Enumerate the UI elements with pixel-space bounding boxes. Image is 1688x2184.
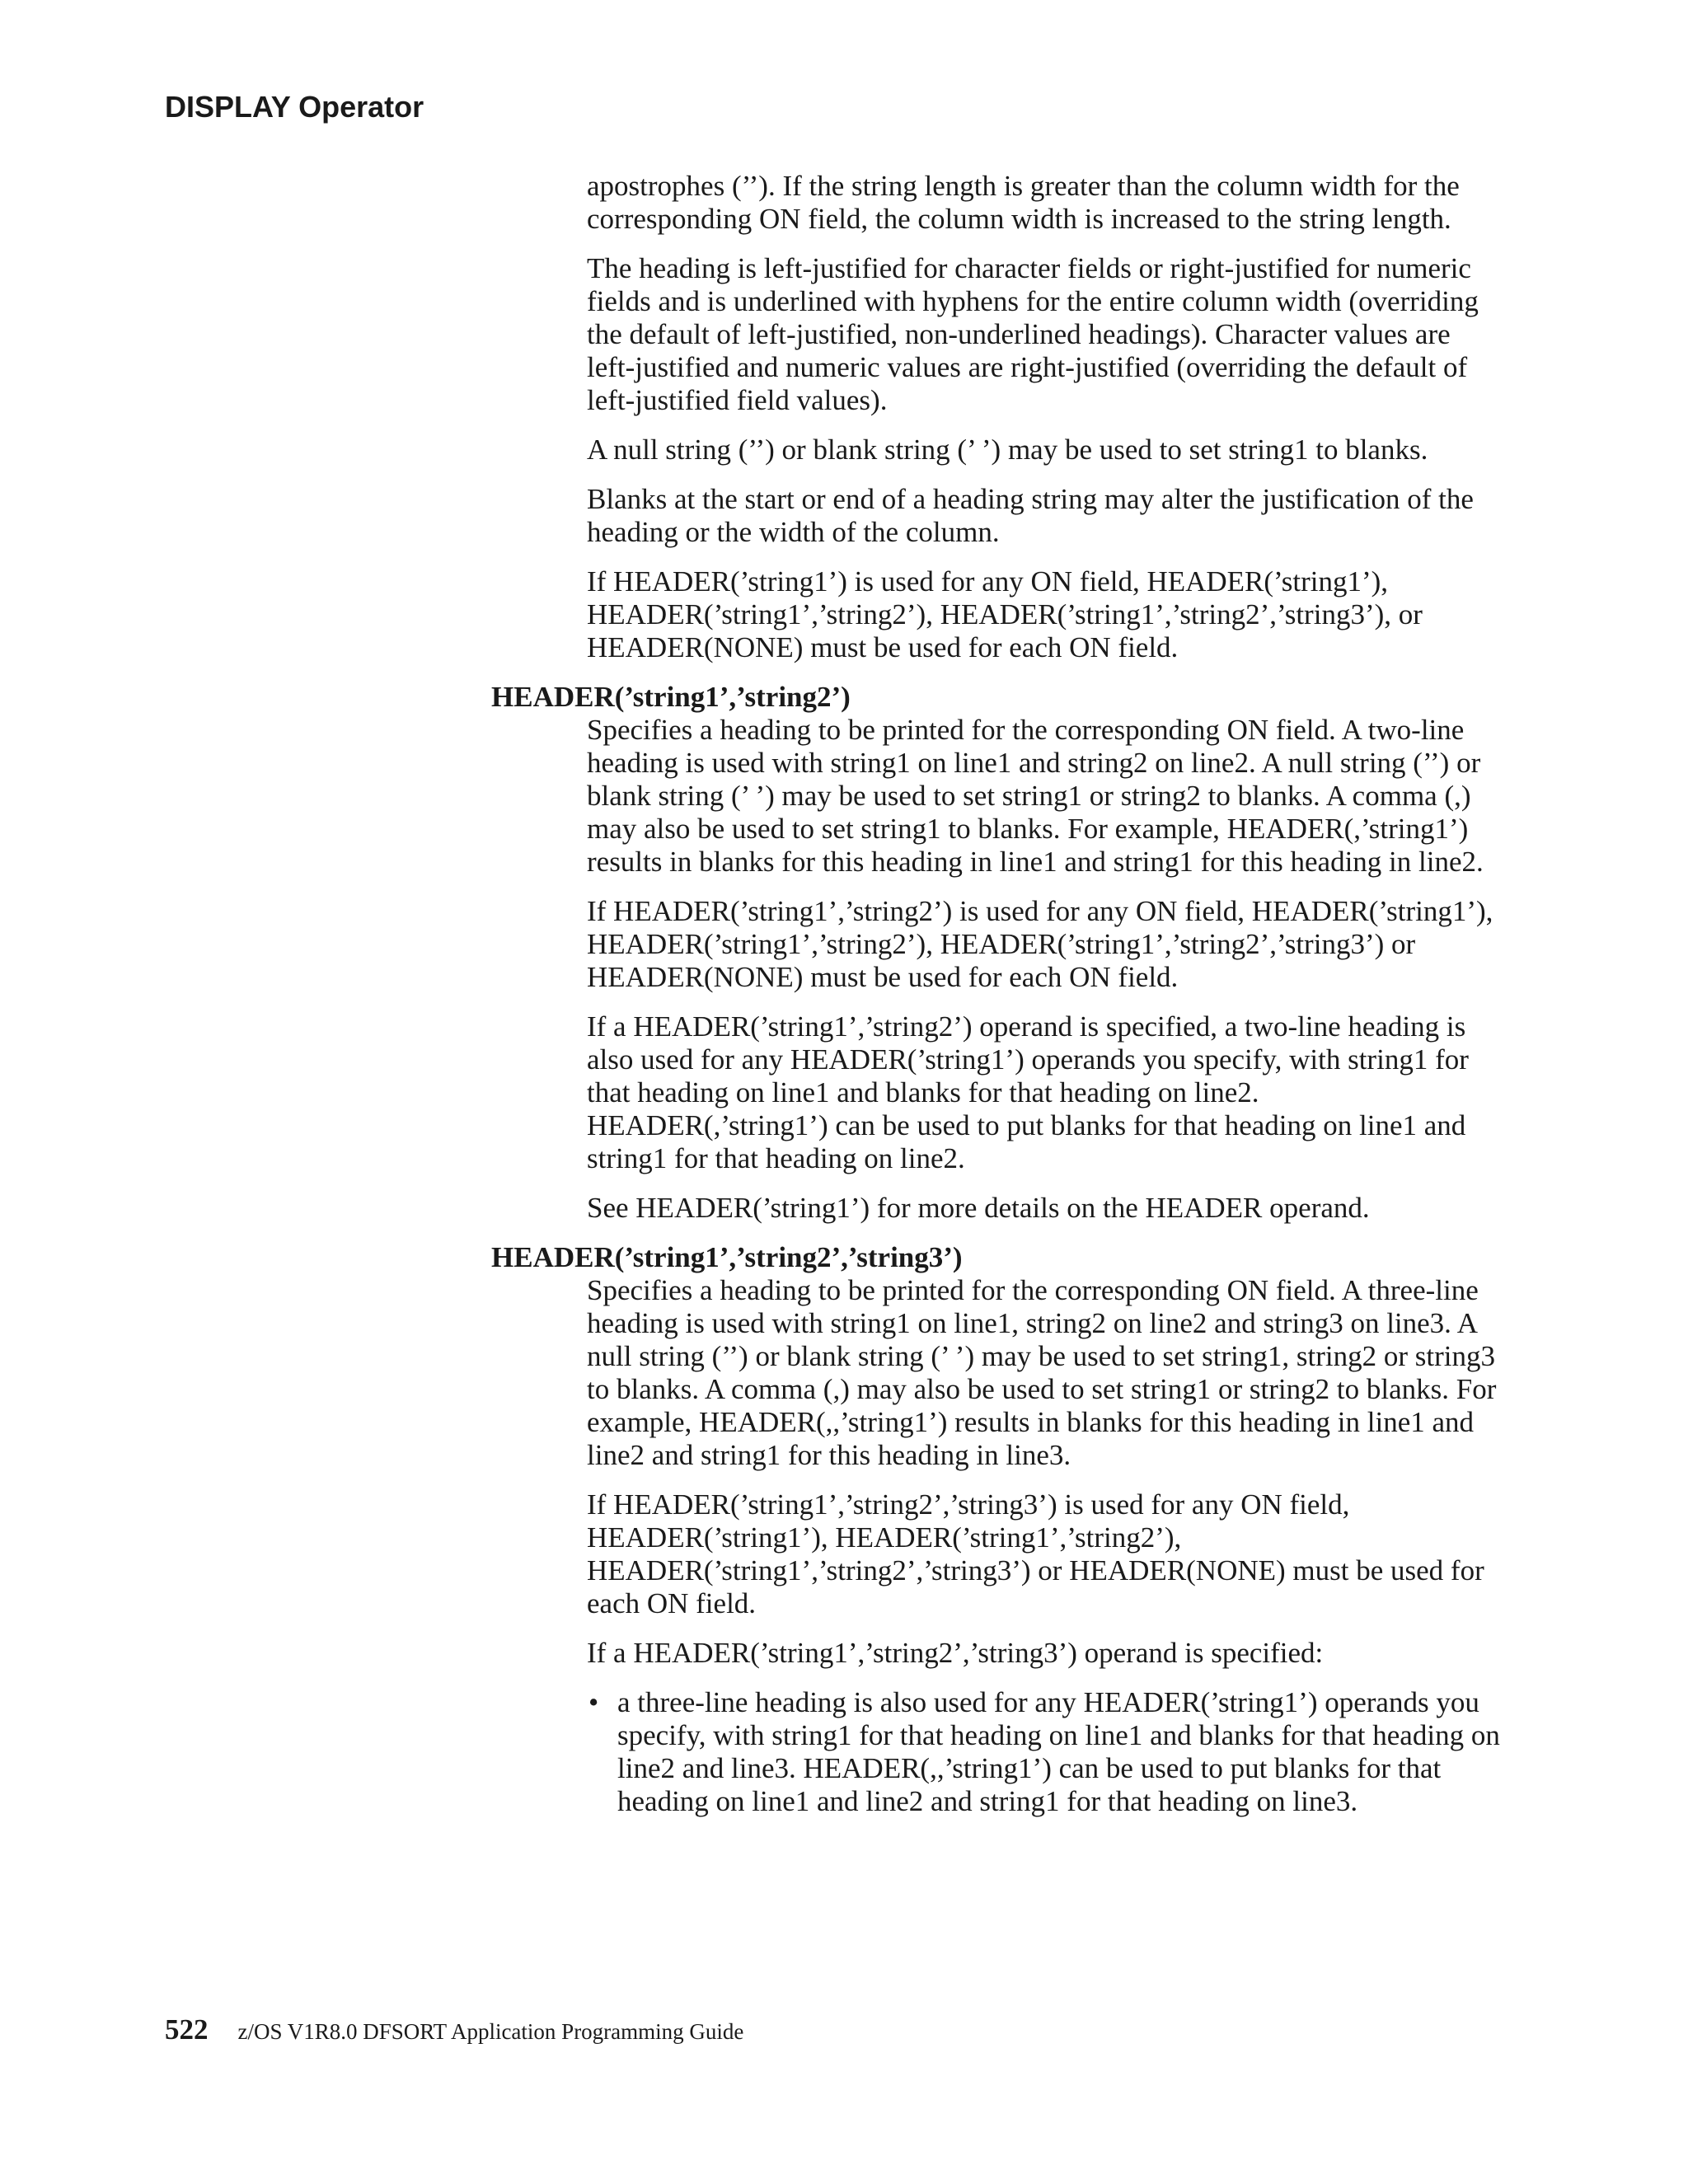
paragraph: If a HEADER(’string1’,’string2’) operand is specified, a two-line heading is also used for any HEADER(’string1’) operands you specify, with string1 for that heading on line1 and blanks for that heading on line2. HEADER(,’string1’) can be used to put blanks for that heading on line1 and string1 for that heading on line2. [587, 1010, 1469, 1174]
definition-term-header2: HEADER(’string1’,’string2’) [491, 681, 851, 713]
definition-body-header2 [587, 714, 1501, 1225]
paragraph: A null string (’’) or blank string (’ ’) may be used to set string1 to blanks. [587, 434, 1428, 466]
definition-term-header3: HEADER(’string1’,’string2’,’string3’) [491, 1241, 963, 1273]
page-footer [165, 2013, 743, 2046]
bullet-list-item [587, 1686, 1501, 1818]
paragraph: See HEADER(’string1’) for more details on the HEADER operand. [587, 1192, 1370, 1224]
string1-continuation [587, 170, 1501, 664]
bullet-icon: • [588, 1686, 599, 1718]
paragraph: If a HEADER(’string1’,’string2’,’string3’) operand is specified: [587, 1637, 1324, 1669]
paragraph: If HEADER(’string1’) is used for any ON field, HEADER(’string1’), HEADER(’string1’,’string2’), HEADER(’string1’,’string2’,’string3’), or HEADER(NONE) must be used for each ON field. [587, 565, 1423, 663]
paragraph: If HEADER(’string1’,’string2’,’string3’) is used for any ON field, HEADER(’string1’), HEADER(’string1’,’string2’), HEADER(’string1’,’string2’,’string3’) or HEADER(NONE) must be used for each ON field. [587, 1488, 1484, 1619]
paragraph: Blanks at the start or end of a heading string may alter the justification of the heading or the width of the column. [587, 483, 1474, 548]
paragraph: apostrophes (’’). If the string length is greater than the column width for the corresponding ON field, the column width is increased to the string length. [587, 170, 1460, 235]
bullet-text: a three-line heading is also used for any HEADER(’string1’) operands you specify, with string1 for that heading on line1 and blanks for that heading on line2 and line3. HEADER(,,’string1’) can be used to put blanks for that heading on line1 and line2 and string1 for that heading on line3. [617, 1686, 1500, 1817]
paragraph: The heading is left-justified for character fields or right-justified for numeric fields and is underlined with hyphens for the entire column width (overriding the default of left-justified, non-underlined headings). Character values are left-justified and numeric values are right-justified (overriding the default of left-justified field values). [587, 252, 1479, 416]
paragraph: Specifies a heading to be printed for the corresponding ON field. A three-line heading is used with string1 on line1, string2 on line2 and string3 on line3. A null string (’’) or blank string (’ ’) may be used to set string1, string2 or string3 to blanks. A comma (,) may also be used to set string1 or string2 to blanks. For example, HEADER(,,’string1’) results in blanks for this heading in line1 and line2 and string1 for this heading in line3. [587, 1274, 1497, 1471]
paragraph: Specifies a heading to be printed for the corresponding ON field. A two-line heading is used with string1 on line1 and string2 on line2. A null string (’’) or blank string (’ ’) may be used to set string1 or string2 to blanks. A comma (,) may also be used to set string1 to blanks. For example, HEADER(,’string1’) results in blanks for this heading in line1 and string1 for this heading in line2. [587, 714, 1484, 878]
definition-body-header3 [587, 1274, 1501, 1818]
page-number: 522 [165, 2013, 209, 2046]
book-title: z/OS V1R8.0 DFSORT Application Programming Guide [237, 2019, 744, 2044]
running-header: DISPLAY Operator [165, 90, 424, 124]
page-content [491, 170, 1501, 1818]
paragraph: If HEADER(’string1’,’string2’) is used for any ON field, HEADER(’string1’), HEADER(’string1’,’string2’), HEADER(’string1’,’string2’,’string3’) or HEADER(NONE) must be used for each ON field. [587, 895, 1493, 993]
